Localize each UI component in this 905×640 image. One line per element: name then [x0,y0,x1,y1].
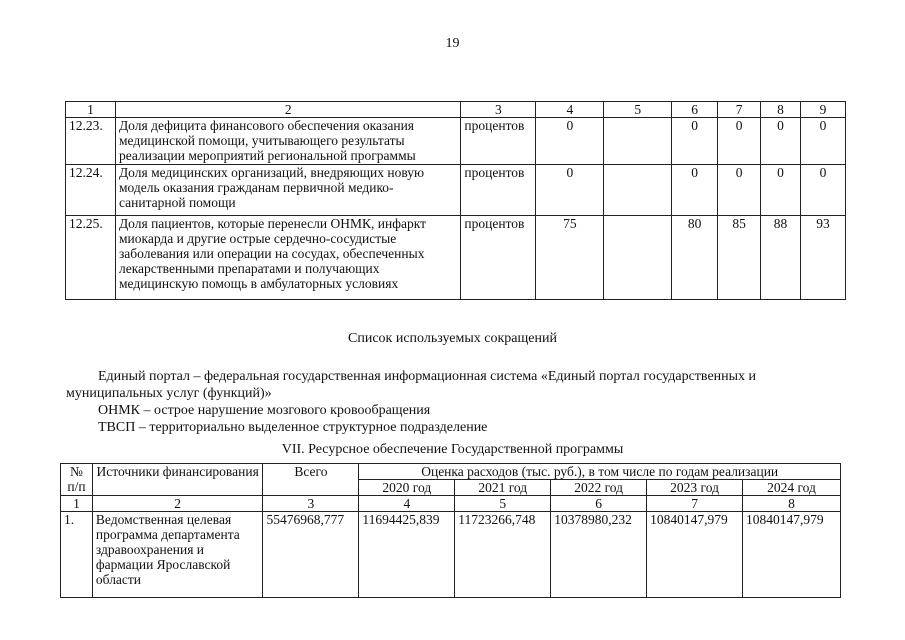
row-number: 1. [61,512,93,598]
unit-cell: процентов [461,216,536,300]
header-cell: 1 [66,102,116,118]
header-cell: 8 [761,102,801,118]
unit-cell: процентов [461,118,536,165]
value-cell: 0 [718,165,761,216]
value-cell [604,165,672,216]
year-header: 2024 год [743,480,841,496]
value-cell: 0 [672,165,718,216]
indicator-name: Доля пациентов, которые перенесли ОНМК, инфаркт миокарда и другие острые сердечно-сосудистые заболевания или операции на сосудах, обеспеченных лекарственными препаратами и получающих медицинскую помощь в амбулаторных условиях [115,216,460,300]
value-cell [604,118,672,165]
abbreviations-title: Список используемых сокращений [348,331,557,346]
value-cell: 0 [536,165,604,216]
table-row [66,165,846,216]
header-sources: Источники финансирования [92,464,263,496]
table-header-row [66,102,846,118]
year-header: 2023 год [647,480,743,496]
abbreviations-list [66,368,846,436]
table-row [66,216,846,300]
value-cell: 85 [718,216,761,300]
value-cell: 0 [718,118,761,165]
year-value: 10378980,232 [551,512,647,598]
indicator-name: Доля медицинских организаций, внедряющих новую модель оказания гражданам первичной медико-санитарной помощи [115,165,460,216]
table-row [61,512,841,598]
value-cell: 0 [800,118,845,165]
abbreviation-item: Единый портал – федеральная государственная информационная система «Единый портал государственных и муниципальных услуг (функций)» [66,369,757,401]
index-cell: 5 [455,496,551,512]
year-value: 10840147,979 [743,512,841,598]
unit-cell: процентов [461,165,536,216]
header-cell: 7 [718,102,761,118]
year-value: 11694425,839 [359,512,455,598]
year-header: 2022 год [551,480,647,496]
value-cell: 0 [672,118,718,165]
header-cell: 3 [461,102,536,118]
total-cell: 55476968,777 [263,512,359,598]
index-cell: 7 [647,496,743,512]
index-cell: 2 [92,496,263,512]
index-cell: 3 [263,496,359,512]
indicator-name: Доля дефицита финансового обеспечения оказания медицинской помощи, учитывающего результаты реализации мероприятий региональной программы [115,118,460,165]
value-cell: 0 [800,165,845,216]
table-header-row [61,464,841,480]
header-total: Всего [263,464,359,496]
header-cell: 9 [800,102,845,118]
value-cell: 0 [761,165,801,216]
value-cell: 80 [672,216,718,300]
page-number: 19 [445,36,460,51]
value-cell: 88 [761,216,801,300]
header-cell: 6 [672,102,718,118]
year-header: 2020 год [359,480,455,496]
table-row [66,118,846,165]
value-cell: 75 [536,216,604,300]
abbreviation-item: ОНМК – острое нарушение мозгового кровообращения [98,403,431,418]
header-estimate: Оценка расходов (тыс. руб.), в том числе по годам реализации [359,464,841,480]
resource-table [60,463,841,598]
header-cell: 5 [604,102,672,118]
year-header: 2021 год [455,480,551,496]
index-cell: 4 [359,496,455,512]
year-value: 10840147,979 [647,512,743,598]
value-cell: 93 [800,216,845,300]
value-cell [604,216,672,300]
indicators-table [65,101,846,300]
row-number: 12.24. [66,165,116,216]
index-cell: 1 [61,496,93,512]
header-cell: 2 [115,102,460,118]
index-row [61,496,841,512]
section-title: VII. Ресурсное обеспечение Государственной программы [281,442,624,457]
abbreviation-item: ТВСП – территориально выделенное структурное подразделение [98,420,488,435]
source-name: Ведомственная целевая программа департамента здравоохранения и фармации Ярославской области [92,512,263,598]
index-cell: 6 [551,496,647,512]
value-cell: 0 [761,118,801,165]
year-value: 11723266,748 [455,512,551,598]
index-cell: 8 [743,496,841,512]
row-number: 12.23. [66,118,116,165]
row-number: 12.25. [66,216,116,300]
header-num: № п/п [61,464,93,496]
header-cell: 4 [536,102,604,118]
value-cell: 0 [536,118,604,165]
